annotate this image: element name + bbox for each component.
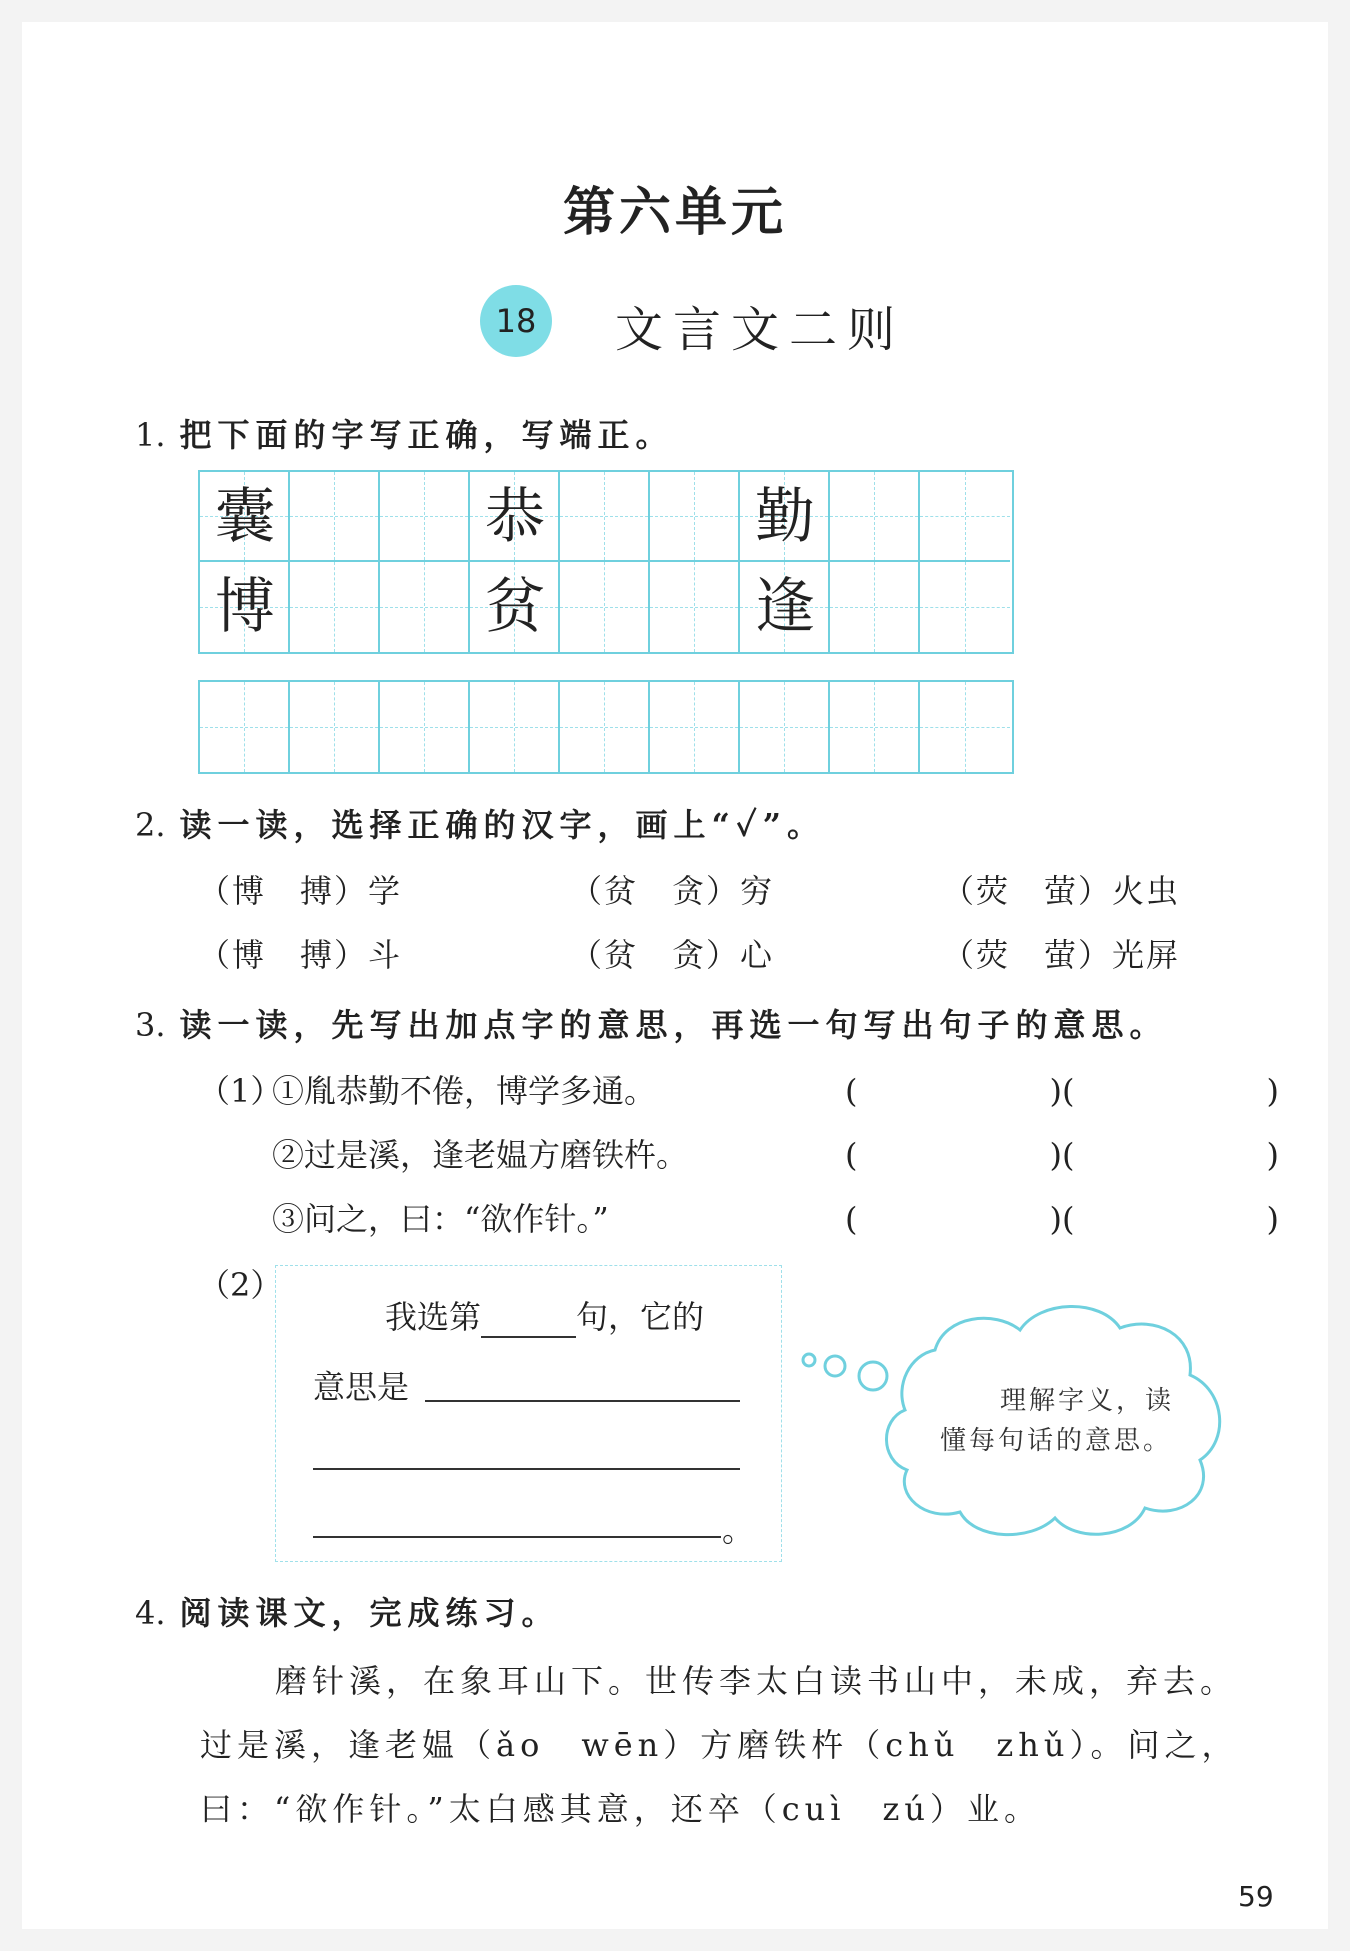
answer-prompt-text: 我选第	[385, 1298, 482, 1336]
grid-cell[interactable]	[830, 682, 920, 772]
choice-option[interactable]: （博 搏）学	[198, 872, 403, 910]
model-character: 贫	[485, 572, 545, 642]
model-character: 博	[215, 572, 275, 642]
question-number: 4.	[135, 1594, 166, 1632]
question-text: 读一读，先写出加点字的意思，再选一句写出句子的意思。	[179, 1006, 1168, 1044]
grid-cell[interactable]	[740, 682, 830, 772]
sentence-1: ①胤恭勤不倦，博学多通。	[272, 1072, 657, 1110]
tip-text: 理解字义，读	[1000, 1386, 1175, 1416]
grid-cell[interactable]	[650, 562, 740, 652]
page-number: 59	[1238, 1880, 1274, 1913]
answer-prompt-text: 句，它的	[576, 1298, 705, 1336]
choice-option[interactable]: （荧 萤）火虫	[942, 872, 1181, 910]
grid-cell[interactable]	[290, 682, 380, 772]
answer-line[interactable]	[313, 1468, 740, 1470]
part-label: （2）	[198, 1266, 283, 1304]
grid-cell[interactable]	[650, 682, 740, 772]
model-character: 逢	[755, 572, 815, 642]
sentence-2: ②过是溪，逢老媪方磨铁杵。	[272, 1136, 689, 1174]
question-number: 2.	[135, 806, 166, 844]
grid-cell[interactable]	[290, 472, 380, 562]
grid-cell[interactable]	[290, 562, 380, 652]
answer-blank-pair[interactable]: ( )( )	[845, 1200, 1279, 1238]
question-text: 读一读，选择正确的汉字，画上“✓”。	[179, 806, 825, 844]
question-2	[135, 800, 825, 846]
question-number: 3.	[135, 1006, 166, 1044]
grid-cell[interactable]	[560, 682, 650, 772]
grid-cell[interactable]	[380, 682, 470, 772]
lesson-title: 文言文二则	[615, 302, 906, 358]
part-label: （1）	[198, 1072, 283, 1110]
grid-cell[interactable]	[920, 682, 1010, 772]
question-text: 阅读课文，完成练习。	[179, 1594, 560, 1632]
choice-option[interactable]: （博 搏）斗	[198, 936, 403, 974]
passage-line: 过是溪，逢老媪（ǎo wēn）方磨铁杵（chǔ zhǔ）。问之，	[200, 1726, 1239, 1764]
lesson-number-badge: 18	[480, 285, 552, 357]
question-3	[135, 1000, 1168, 1046]
choice-option[interactable]: （荧 萤）光屏	[942, 936, 1181, 974]
grid-cell[interactable]	[920, 472, 1010, 562]
grid-cell[interactable]	[560, 472, 650, 562]
grid-cell[interactable]	[830, 562, 920, 652]
answer-blank-pair[interactable]: ( )( )	[845, 1136, 1279, 1174]
answer-line[interactable]	[313, 1536, 721, 1538]
question-1	[135, 410, 674, 456]
answer-line[interactable]	[425, 1400, 740, 1402]
choice-option[interactable]: （贫 贪）穷	[570, 872, 775, 910]
answer-prompt-meaning: 意思是	[313, 1368, 410, 1406]
writing-grid-blank	[198, 680, 1014, 774]
tip-text: 懂每句话的意思。	[940, 1426, 1173, 1456]
answer-prompt	[385, 1292, 704, 1338]
sentence-3: ③问之，曰：“欲作针。”	[272, 1200, 609, 1238]
model-character: 恭	[485, 482, 545, 552]
grid-cell[interactable]	[560, 562, 650, 652]
answer-blank-pair[interactable]: ( )( )	[845, 1072, 1279, 1110]
model-character: 囊	[215, 482, 275, 552]
passage-line: 磨针溪，在象耳山下。世传李太白读书山中，未成，弃去。	[275, 1662, 1238, 1700]
grid-cell[interactable]	[650, 472, 740, 562]
question-number: 1.	[135, 416, 166, 454]
question-4	[135, 1588, 560, 1634]
model-character: 勤	[755, 482, 815, 552]
grid-cell[interactable]	[380, 472, 470, 562]
writing-grid-characters	[198, 470, 1014, 654]
passage-line: 曰：“欲作针。”太白感其意，还卒（cuì zú）业。	[200, 1790, 1041, 1828]
grid-cell[interactable]	[920, 562, 1010, 652]
grid-cell[interactable]	[380, 562, 470, 652]
grid-cell[interactable]	[830, 472, 920, 562]
choice-option[interactable]: （贫 贪）心	[570, 936, 775, 974]
sentence-number-blank[interactable]	[481, 1306, 576, 1338]
grid-cell[interactable]	[200, 682, 290, 772]
grid-cell[interactable]	[470, 682, 560, 772]
question-text: 把下面的字写正确，写端正。	[179, 416, 674, 454]
unit-title: 第六单元	[562, 182, 787, 243]
answer-end-mark: 。	[722, 1511, 755, 1549]
